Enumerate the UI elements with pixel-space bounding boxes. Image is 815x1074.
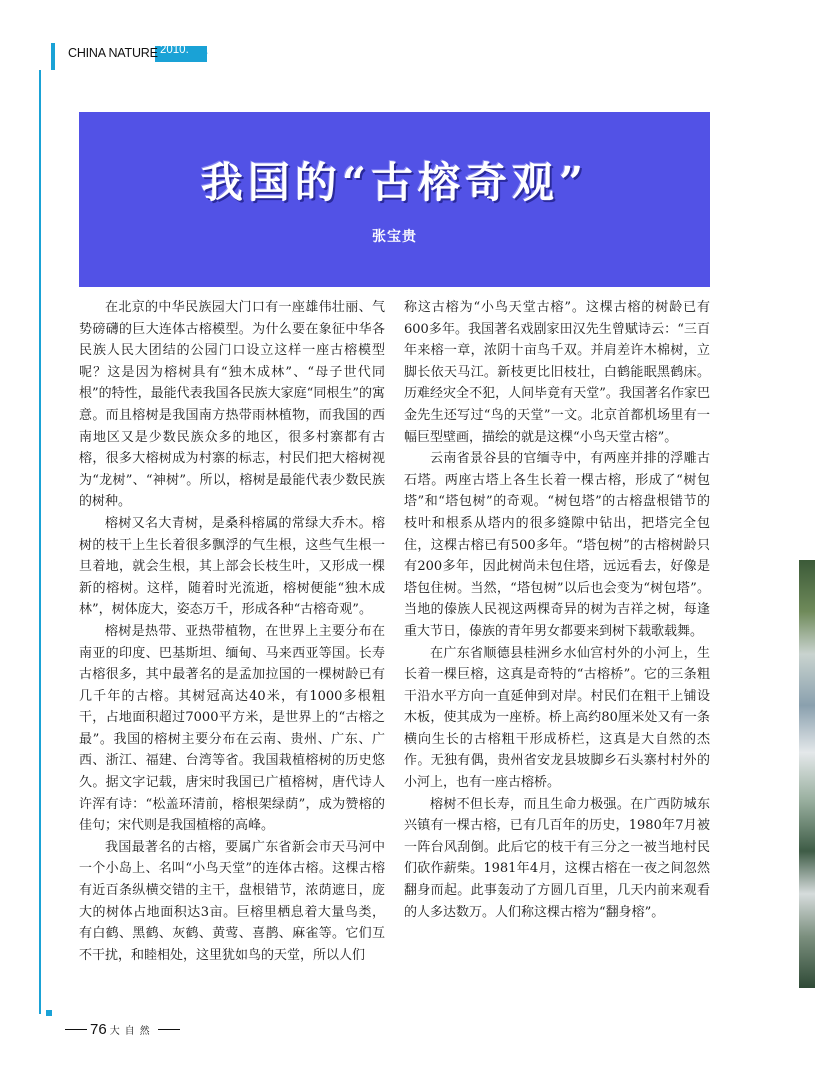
paragraph-continued: 称这古榕为“小鸟天堂古榕”。这棵古榕的树龄已有600多年。我国著名戏剧家田汉先生曾赋诗云：“三百年来榕一章，浓阴十亩鸟千双。并肩差许木棉树，立脚长依天马江。新枝更比旧枝壮，白鹤能眠黑鹤床。历难经灾全不犯，人间毕竟有天堂”。我国著名作家巴金先生还写过“鸟的天堂”一文。北京首都机场里有一幅巨型壁画，描绘的就是这棵“小鸟天堂古榕”。 [404,300,710,445]
footer-dash [65,1029,87,1031]
issue-year: 2010. [160,44,189,56]
article-author: 张宝贵 [372,229,417,245]
article-title: 我国的“古榕奇观” [200,158,589,207]
page-footer [62,1021,183,1038]
page-number: 76 [90,1021,107,1038]
paragraph: 在广东省顺德县桂洲乡水仙宫村外的小河上，生长着一棵巨榕，这真是奇特的“古榕桥”。它的三条粗干沿水平方向一直延伸到对岸。村民们在粗干上铺设木板，使其成为一座桥。桥上高约80厘米处又有一条横向生长的古榕粗干形成桥栏，这真是大自然的杰作。无独有偶，贵州省安龙县坡脚乡石头寨村村外的小河上，也有一座古榕桥。 [404,645,710,791]
right-column [404,297,710,923]
footer-magazine-name: 大自然 [109,1026,155,1037]
title-block [79,112,710,287]
footer-dash [158,1029,180,1031]
issue-number: 4 [199,43,208,60]
margin-rule-end [46,1010,52,1016]
paragraph: 我国最著名的古榕，要属广东省新会市天马河中一个小岛上、名叫“小鸟天堂”的连体古榕。这棵古榕有近百条纵横交错的主干，盘根错节，浓荫遮日，庞大的树体占地面积达3亩。巨榕里栖息着大量鸟类，有白鹤、黑鹤、灰鹤、黄莺、喜鹊、麻雀等。它们互不干扰，和睦相处，这里犹如鸟的天堂，所以人们 [79,839,385,963]
paragraph: 榕树是热带、亚热带植物，在世界上主要分布在南亚的印度、巴基斯坦、缅甸、马来西亚等国。长寿古榕很多，其中最著名的是孟加拉国的一棵树龄已有几千年的古榕。其树冠高达40米，有1000多根粗干，占地面积超过7000平方米，是世界上的“古榕之最”。我国的榕树主要分布在云南、贵州、广东、广西、浙江、福建、台湾等省。我国栽植榕树的历史悠久。据文字记载，唐宋时我国已广植榕树，唐代诗人许浑有诗：“松盖环清前，榕根架绿荫”，成为赞榕的佳句；宋代则是我国植榕的高峰。 [79,623,385,834]
banyan-photo-edge [799,560,815,988]
paragraph: 榕树又名大青树，是桑科榕属的常绿大乔木。榕树的枝干上生长着很多飘浮的气生根，这些气生根一旦着地，就会生根，其上部会长枝生叶，又形成一棵新的榕树。这样，随着时光流逝，榕树便能“独木成林”，树体庞大，姿态万千，形成各种“古榕奇观”。 [79,515,385,618]
margin-rule [39,70,41,1014]
paragraph: 云南省景谷县的官缅寺中，有两座并排的浮雕古石塔。两座古塔上各生长着一棵古榕，形成了“树包塔”和“塔包树”的奇观。“树包塔”的古榕盘根错节的枝叶和根系从塔内的很多缝隙中钻出，把塔完全包住，这棵古榕已有500多年。“塔包树”的古榕树龄只有200多年，因此树尚未包住塔，远远看去，好像是塔包住树。当然，“塔包树”以后也会变为“树包塔”。当地的傣族人民视这两棵奇异的树为吉祥之树，每逢重大节日，傣族的青年男女都要来到树下载歌载舞。 [404,451,710,639]
paragraph: 榕树不但长寿，而且生命力极强。在广西防城东兴镇有一棵古榕，已有几百年的历史，1980年7月被一阵台风刮倒。此后它的枝干有三分之一被当地村民们砍作薪柴。1981年4月，这棵古榕在一夜之间忽然翻身而起。此事轰动了方圆几百里，几天内前来观看的人多达数万。人们称这棵古榕为“翻身榕”。 [404,796,710,920]
paragraph: 在北京的中华民族园大门口有一座雄伟壮丽、气势磅礴的巨大连体古榕模型。为什么要在象征中华各民族人民大团结的公园门口设立这样一座古榕模型呢？这是因为榕树具有“独木成林”、“母子世代同根”的特性，最能代表我国各民族大家庭“同根生”的寓意。而且榕树是我国南方热带雨林植物，而我国的西南地区又是少数民族众多的地区，很多村寨都有古榕，很多大榕树成为村寨的标志，村民们把大榕树视为“龙树”、“神树”。所以，榕树是最能代表少数民族的树种。 [79,300,385,510]
magazine-name: CHINA NATURE [68,46,158,60]
left-column [79,297,385,966]
